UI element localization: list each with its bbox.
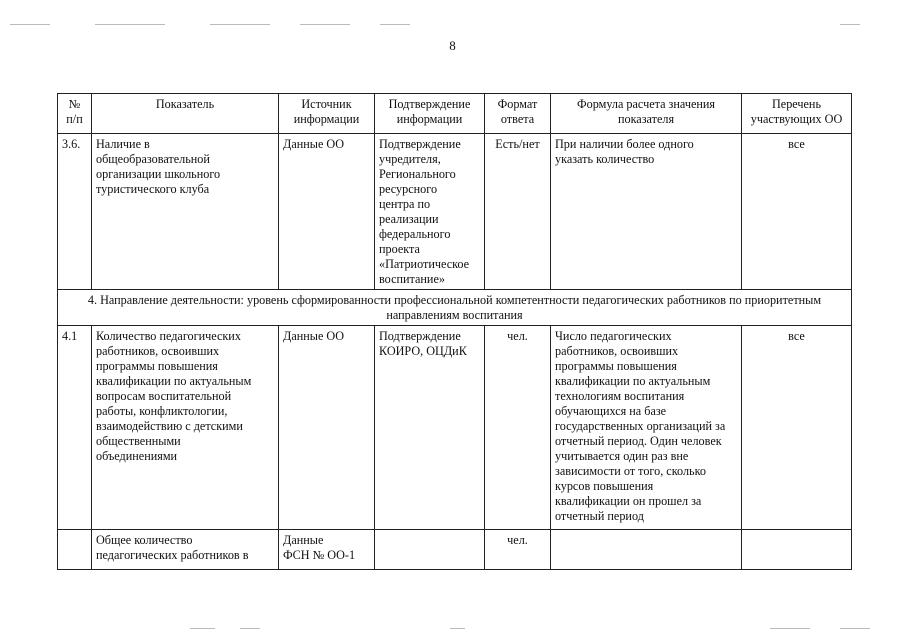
row-number: 4.1 — [58, 326, 92, 530]
header-confirmation: Подтверждение информации — [375, 94, 485, 134]
indicator-table — [57, 93, 852, 570]
row-format: Есть/нет — [485, 134, 551, 290]
row-formula: Число педагогических работников, освоивших программы повышения квалификации по актуальным технологиям воспитания обучающихся на базе государственных организаций за отчетный период. Один человек учитывается один раз вне зависимости от того, сколько курсов повышения квалификации он прошел за отчетный период — [551, 326, 742, 530]
row-formula: При наличии более одного указать количество — [551, 134, 742, 290]
row-participants: все — [742, 326, 852, 530]
header-number: № п/п — [58, 94, 92, 134]
table-header-row — [58, 94, 852, 134]
row-source: Данные ОО — [279, 326, 375, 530]
row-confirmation: Подтверждение КОИРО, ОЦДиК — [375, 326, 485, 530]
row-format: чел. — [485, 530, 551, 570]
row-formula — [551, 530, 742, 570]
row-indicator: Общее количество педагогических работников в — [92, 530, 279, 570]
row-confirmation: Подтверждение учредителя, Регионального ресурсного центра по реализации федерального проекта «Патриотическое воспитание» — [375, 134, 485, 290]
scan-artifact-top — [0, 24, 905, 26]
scan-artifact-bottom — [0, 628, 905, 630]
header-format: Формат ответа — [485, 94, 551, 134]
row-indicator: Наличие в общеобразовательной организации школьного туристического клуба — [92, 134, 279, 290]
row-number — [58, 530, 92, 570]
row-source: Данные ФСН № ОО-1 — [279, 530, 375, 570]
row-source: Данные ОО — [279, 134, 375, 290]
page-number: 8 — [449, 38, 456, 53]
row-confirmation — [375, 530, 485, 570]
table-row — [58, 326, 852, 530]
header-source: Источник информации — [279, 94, 375, 134]
header-participants: Перечень участвующих ОО — [742, 94, 852, 134]
header-indicator: Показатель — [92, 94, 279, 134]
table-row — [58, 530, 852, 570]
row-participants — [742, 530, 852, 570]
row-indicator: Количество педагогических работников, освоивших программы повышения квалификации по актуальным вопросам воспитательной работы, конфликтологии, взаимодействию с детскими общественными объединениями — [92, 326, 279, 530]
section-row — [58, 290, 852, 326]
section-heading: 4. Направление деятельности: уровень сформированности профессиональной компетентности педагогических работников по приоритетным направлениям воспитания — [58, 290, 852, 326]
row-format: чел. — [485, 326, 551, 530]
header-formula: Формула расчета значения показателя — [551, 94, 742, 134]
table-row — [58, 134, 852, 290]
row-participants: все — [742, 134, 852, 290]
row-number: 3.6. — [58, 134, 92, 290]
